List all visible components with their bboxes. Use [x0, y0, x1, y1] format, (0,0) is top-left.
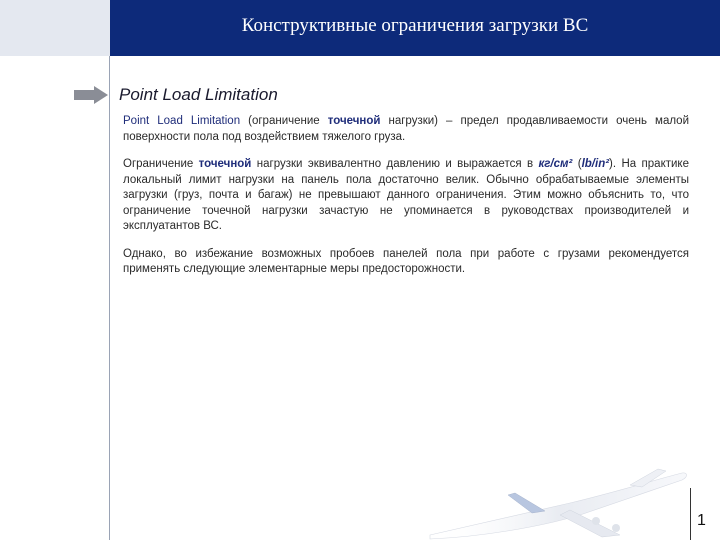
airplane-image [420, 455, 690, 540]
header-left-box [0, 0, 110, 56]
text: Ограничение [123, 158, 199, 170]
text: (ограничение [240, 115, 328, 127]
paragraph-2 [123, 157, 689, 235]
page-number: 1 [697, 512, 706, 529]
arrow-right-icon [74, 86, 108, 104]
text: нагрузки) – предел продавливаемости очень малой поверхности пола под воздействием тяжелого груза. [123, 115, 689, 143]
unit-metric: кг/см² [538, 158, 573, 170]
emphasis: точечной [198, 158, 252, 170]
paragraph-1 [123, 114, 689, 145]
slide-title: Конструктивные ограничения загрузки ВС [241, 15, 589, 36]
unit-imperial: lb/in² [581, 158, 610, 170]
emphasis: точечной [327, 115, 381, 127]
paragraph-3: Однако, во избежание возможных пробоев панелей пола при работе с грузами рекомендуется применять следующие элементарные меры предосторожности. [123, 247, 689, 275]
text: ). На практике локальный лимит нагрузки на панель пола достаточно велик. Обычно обрабатываемые элементы загрузки (груз, почта и багаж) не превышают данного ограничения. Этим можно объяснить то, что ограничение точечной нагрузки зачастую не упоминается в руководствах производителей и эксплуатантов ВС. [123, 158, 689, 232]
text: ( [572, 158, 582, 170]
text: нагрузки эквивалентно давлению и выражается в [251, 158, 539, 170]
section-title: Point Load Limitation [119, 85, 278, 104]
term: Point Load Limitation [123, 115, 241, 127]
body-text [123, 114, 689, 290]
left-margin [0, 0, 110, 540]
vertical-divider [109, 56, 110, 540]
